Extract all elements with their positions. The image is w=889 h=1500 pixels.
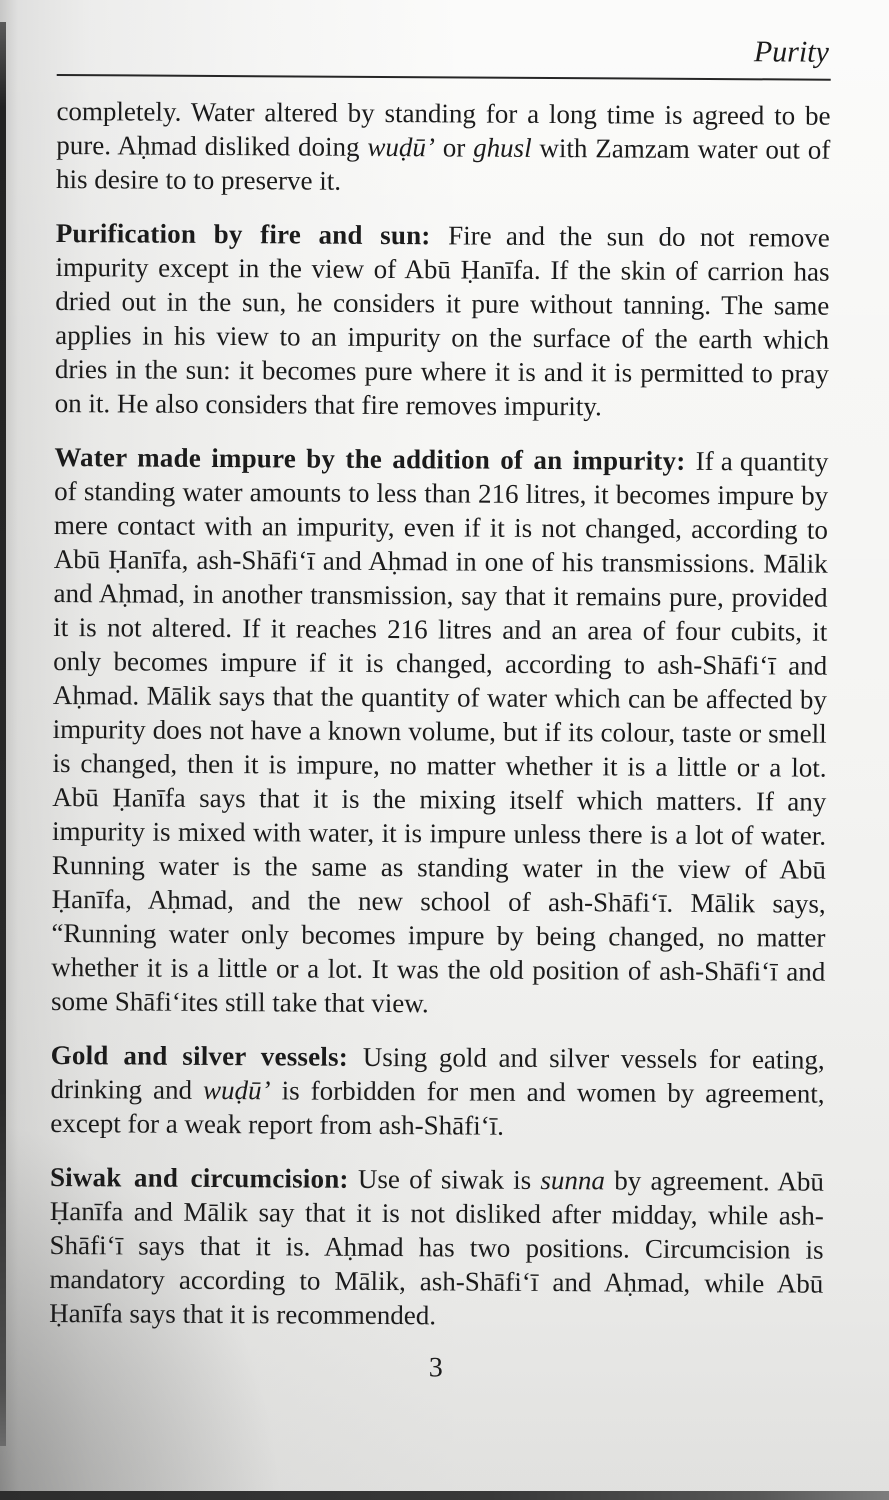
page-header-title: Purity (753, 35, 829, 69)
run-in-heading: Water made impure by the addition of an impurity: (54, 441, 696, 476)
paragraph-water-made-impure-by-addition-of-impurity (51, 440, 829, 1023)
text-segment: or (434, 132, 474, 163)
text-segment: ghusl (473, 132, 532, 163)
run-in-heading: Gold and silver vessels: (50, 1039, 363, 1072)
text-segment: If a quantity of standing water amounts to less than 216 litres, it becomes impure by mere contact with an impurity, even if it is not changed, according to Abū Ḥanīfa, ash-Shāfi‘ī and Aḥmad in one of his transmissions. Mālik and Aḥmad, in another transmission, say that it remains pure, provided it is not altered. If it reaches 216 litres and an area of four cubits, it only becomes impure if it is changed, according to ash-Shāfi‘ī and Aḥmad. Mālik says that the quantity of water which can be affected by impurity does not have a known volume, but if its colour, taste or smell is changed, then it is impure, no matter whether it is a little or a lot. Abū Ḥanīfa says that it is the mixing itself which matters. If any impurity is mixed with water, it is impure unless there is a lot of water. Running water is the same as standing water in the view of Abū Ḥanīfa, Aḥmad, and the new school of ash-Shāfi‘ī. Mālik says, “Running water only becomes impure by being changed, no matter whether it is a little or a lot. It was the old position of ash-Shāfi‘ī and some Shāfi‘ites still take that view. (50, 445, 829, 1019)
paragraph-purification-by-fire-and-sun (55, 216, 830, 425)
running-header (57, 30, 831, 71)
run-in-heading: Purification by fire and sun: (55, 217, 449, 251)
page-content (49, 30, 831, 1387)
text-segment: Fire and the sun do not remove impurity except in the view of Abū Ḥanīfa. If the skin of carrion has dried out in the sun, he considers it pure without tanning. The same applies in his view to an impurity on the surface of the earth which dries in the sun: it becomes pure where it is and it is permitted to pray on it. He also considers that fire removes impurity. (54, 220, 830, 422)
text-segment: completely. Water altered by standing for a long time is agreed to be pure. Aḥmad disliked doing (56, 95, 831, 162)
paragraph-gold-and-silver-vessels (50, 1038, 825, 1145)
paragraph-siwak-and-circumcision (49, 1160, 824, 1335)
page-bottom-edge (0, 1491, 889, 1500)
text-segment: Using gold and silver vessels for eating, drinking and (50, 1041, 825, 1105)
paragraph-water-altered-by-standing (56, 94, 831, 201)
book-spine-edge (0, 22, 6, 1446)
run-in-heading: Siwak and circumcision: (49, 1161, 349, 1194)
text-segment: sunna (540, 1164, 606, 1196)
page-number: 3 (428, 1352, 443, 1384)
text-segment: Use of siwak is (348, 1163, 541, 1195)
header-rule (57, 74, 831, 81)
text-segment: is forbidden for men and women by agreement, except for a weak report from ash-Shāfi‘ī. (50, 1075, 825, 1141)
text-segment: by agreement. Abū Ḥanīfa and Mālik say that it is not disliked after midday, while ash-Shāfi‘ī says that it is. Aḥmad has two positions. Circumcision is mandatory according to Mālik, ash-Shāfi‘ī and Aḥmad, while Abū Ḥanīfa says that it is recommended. (49, 1165, 825, 1331)
page-body (49, 94, 831, 1335)
text-segment: wuḍū’ (202, 1074, 271, 1106)
text-segment: with Zamzam water out of his desire to to preserve it. (55, 132, 831, 196)
text-segment: wuḍū’ (367, 131, 436, 163)
